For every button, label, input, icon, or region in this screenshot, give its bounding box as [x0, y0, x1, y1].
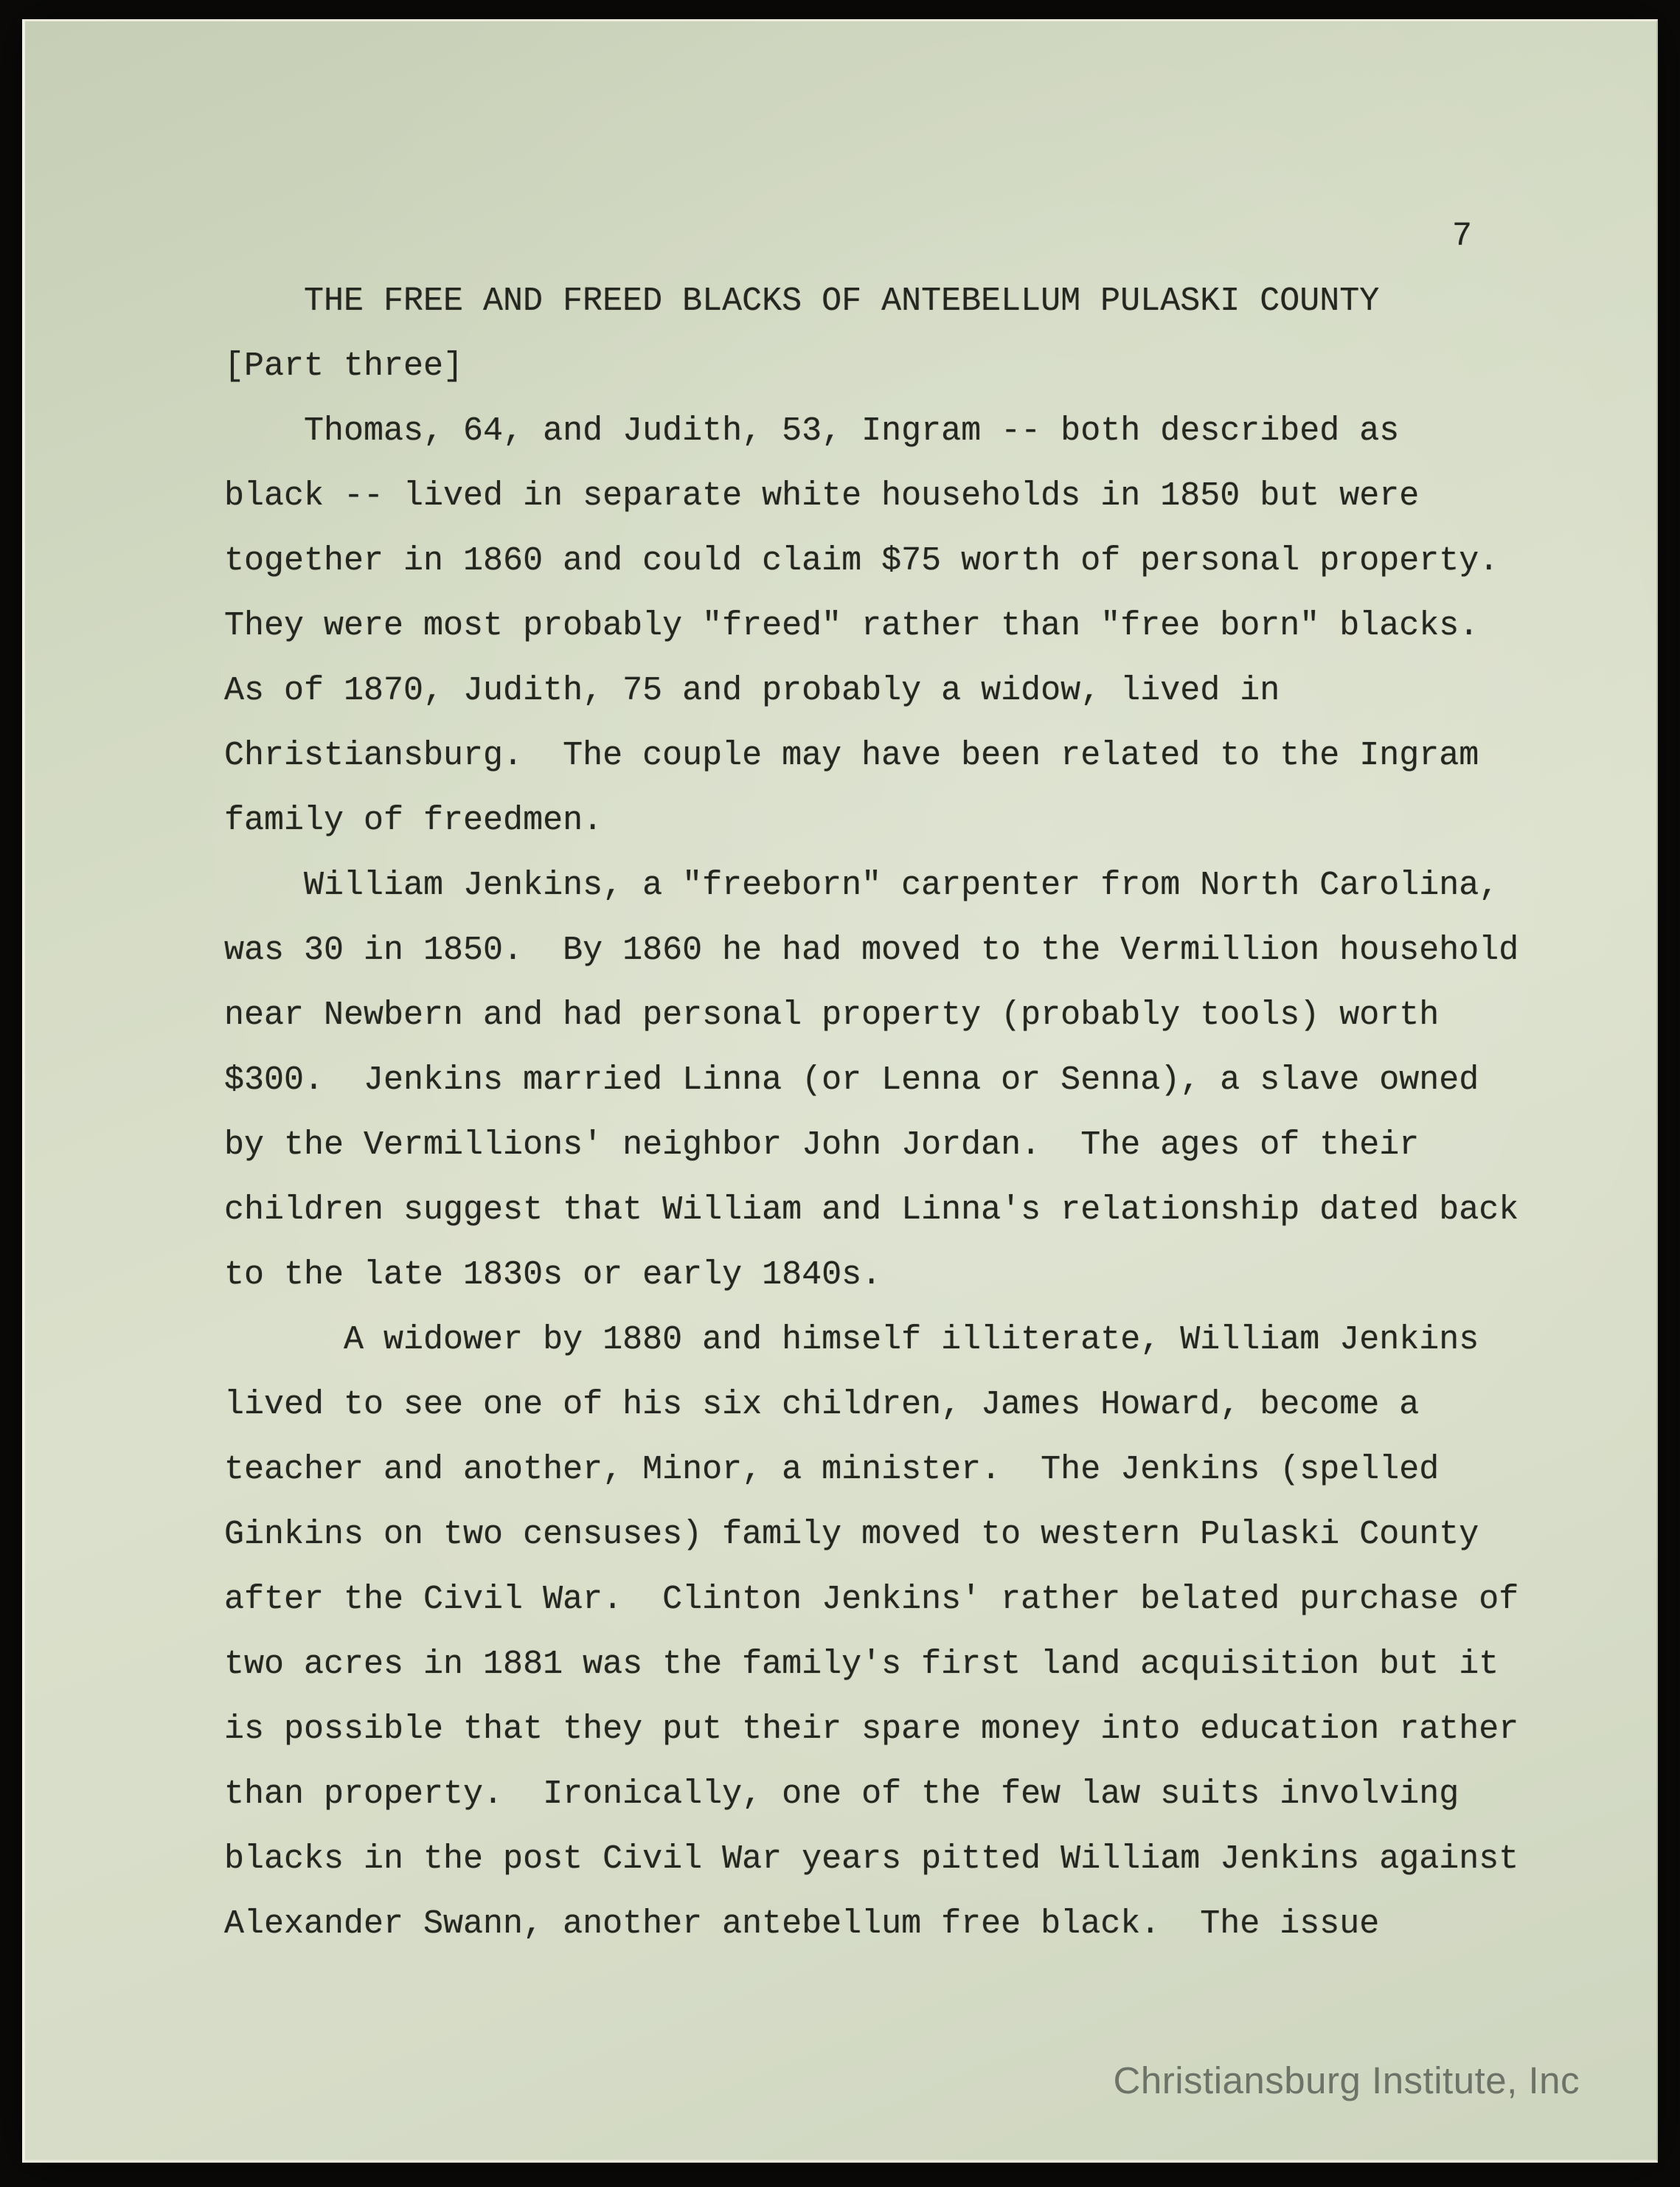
- text-line: Alexander Swann, another antebellum free black. The issue: [224, 1905, 1380, 1943]
- text-line: to the late 1830s or early 1840s.: [224, 1256, 882, 1294]
- text-line: after the Civil War. Clinton Jenkins' rather belated purchase of: [224, 1581, 1519, 1618]
- watermark-text: Christiansburg Institute, Inc: [1113, 2059, 1580, 2101]
- text-line: two acres in 1881 was the family's first land acquisition but it: [224, 1646, 1499, 1683]
- text-line: near Newbern and had personal property (probably tools) worth: [224, 997, 1440, 1034]
- text-line: together in 1860 and could claim $75 worth of personal property.: [224, 542, 1499, 580]
- text-line: blacks in the post Civil War years pitted William Jenkins against: [224, 1840, 1519, 1878]
- text-line: is possible that they put their spare money into education rather: [224, 1711, 1519, 1748]
- text-line: than property. Ironically, one of the few law suits involving: [224, 1775, 1459, 1813]
- body-text: [224, 399, 1656, 1957]
- text-line: Christiansburg. The couple may have been related to the Ingram: [224, 737, 1479, 774]
- text-line: Ginkins on two censuses) family moved to western Pulaski County: [224, 1516, 1479, 1553]
- text-line: Thomas, 64, and Judith, 53, Ingram -- both described as: [224, 412, 1400, 450]
- text-line: was 30 in 1850. By 1860 he had moved to the Vermillion household: [224, 932, 1519, 969]
- text-line: teacher and another, Minor, a minister. The Jenkins (spelled: [224, 1451, 1440, 1488]
- text-line: black -- lived in separate white households in 1850 but were: [224, 477, 1420, 515]
- text-line: As of 1870, Judith, 75 and probably a widow, lived in: [224, 672, 1280, 710]
- text-line: A widower by 1880 and himself illiterate, William Jenkins: [224, 1321, 1479, 1359]
- document-page: [22, 19, 1658, 2163]
- text-line: They were most probably "freed" rather than "free born" blacks.: [224, 607, 1479, 645]
- part-label: [Part three]: [224, 347, 464, 385]
- text-line: family of freedmen.: [224, 802, 603, 839]
- text-line: William Jenkins, a "freeborn" carpenter from North Carolina,: [224, 867, 1499, 904]
- text-line: by the Vermillions' neighbor John Jordan. The ages of their: [224, 1126, 1420, 1164]
- text-line: $300. Jenkins married Linna (or Lenna or Senna), a slave owned: [224, 1061, 1479, 1099]
- document-title: THE FREE AND FREED BLACKS OF ANTEBELLUM PULASKI COUNTY: [304, 283, 1380, 320]
- text-line: children suggest that William and Linna's relationship dated back: [224, 1191, 1519, 1229]
- text-line: lived to see one of his six children, James Howard, become a: [224, 1386, 1420, 1424]
- page-number: 7: [1452, 218, 1473, 255]
